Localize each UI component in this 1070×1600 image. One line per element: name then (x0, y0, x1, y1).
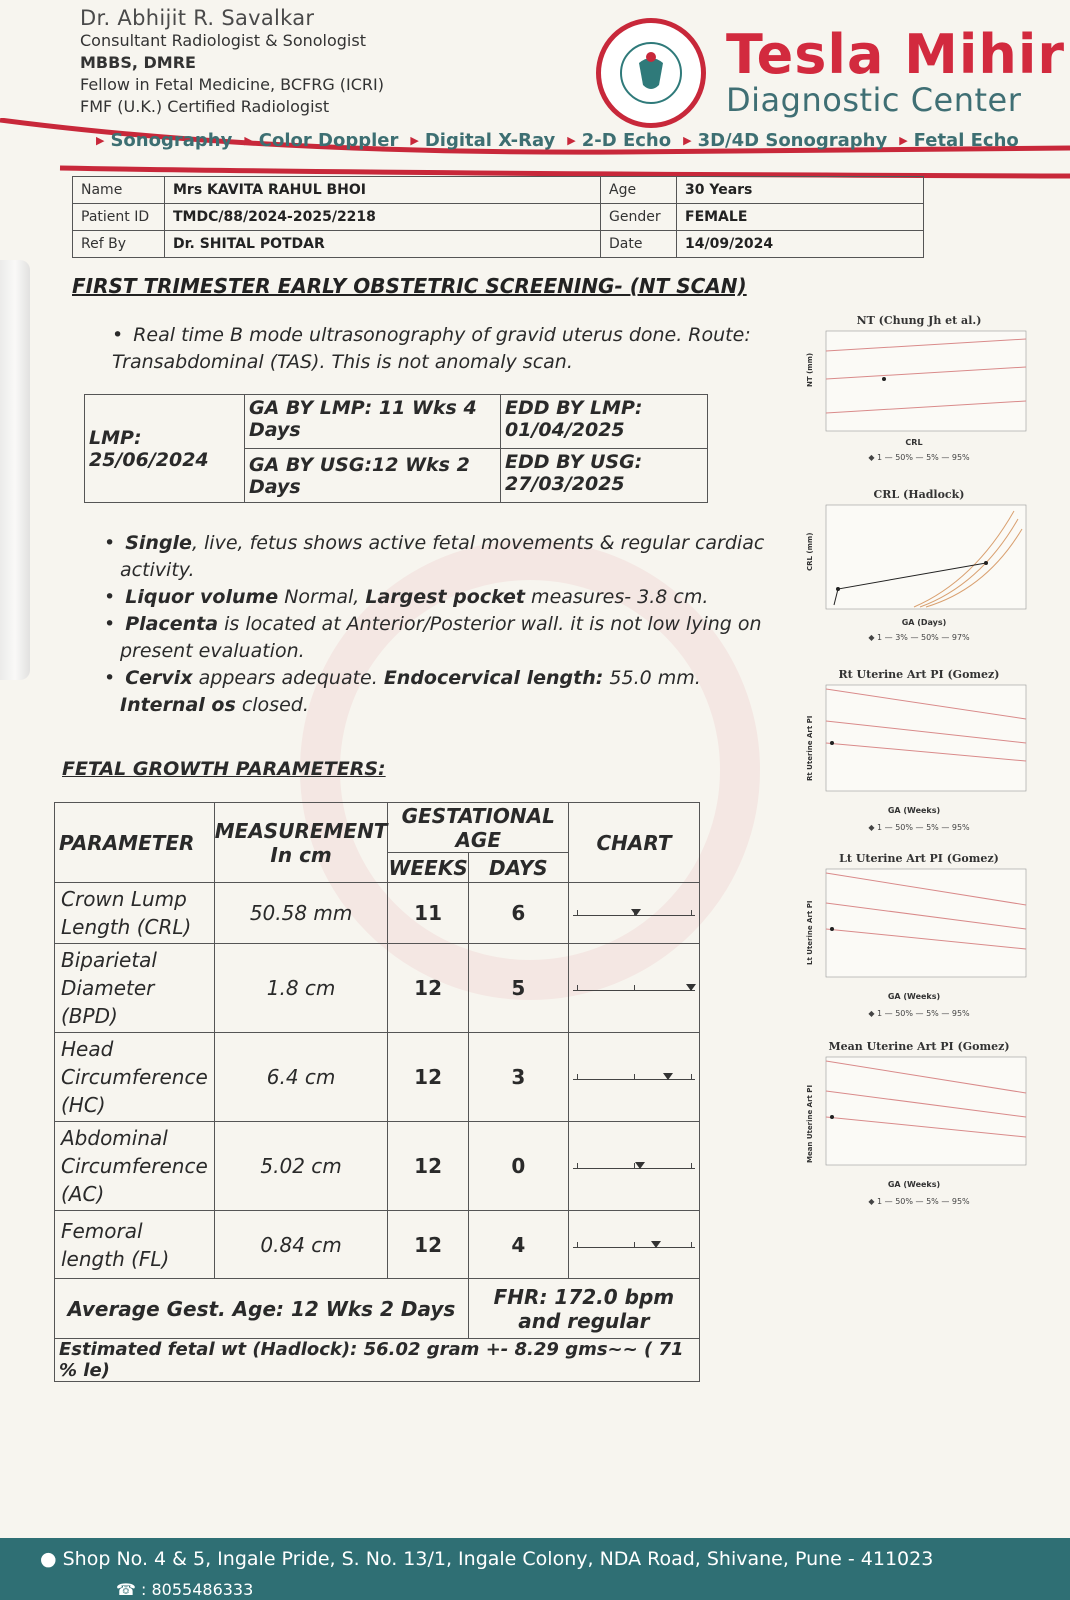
chart-title: Lt Uterine Art PI (Gomez) (839, 852, 999, 865)
param-days: 3 (468, 1033, 568, 1122)
patient-name: Mrs KAVITA RAHUL BHOI (165, 177, 601, 204)
crl-chart (804, 488, 1034, 642)
growth-section-title: FETAL GROWTH PARAMETERS: (62, 758, 386, 780)
findings-list (104, 530, 784, 719)
x-axis-label: CRL (905, 438, 923, 447)
finding-bold: Endocervical length: (383, 667, 604, 689)
growth-table (54, 802, 700, 1382)
chart-tick (577, 1242, 578, 1248)
chart-legend: ◆ 1 — 50% — 5% — 95% (868, 1197, 970, 1206)
doctor-credential: Fellow in Fetal Medicine, BCFRG (ICRI) (80, 75, 385, 94)
x-axis-label: GA (Days) (901, 618, 947, 627)
service-item: ▶ Fetal Echo (899, 130, 1019, 151)
patient-ref-by: Dr. SHITAL POTDAR (165, 231, 601, 258)
param-days: 0 (468, 1122, 568, 1211)
chart-title: NT (Chung Jh et al.) (856, 314, 982, 327)
chart-legend: ◆ 1 — 50% — 5% — 95% (868, 1009, 970, 1018)
param-weeks: 12 (388, 1122, 468, 1211)
address-text: Shop No. 4 & 5, Ingale Pride, S. No. 13/1, Ingale Colony, NDA Road, Shivane, Pune - 411023 (62, 1548, 934, 1570)
service-item: ▶ Digital X-Ray (410, 130, 555, 151)
param-chart (569, 1211, 700, 1279)
lt-uterine-chart (804, 852, 1034, 1018)
param-value: 5.02 cm (214, 1122, 388, 1211)
chart-tick (577, 1163, 578, 1169)
x-axis-label: GA (Weeks) (887, 992, 941, 1001)
col-days: DAYS (468, 853, 568, 883)
table-row (55, 944, 700, 1033)
param-days: 5 (468, 944, 568, 1033)
label-patient-id: Patient ID (73, 204, 165, 231)
finding-item (104, 665, 784, 719)
mini-chart (569, 976, 699, 1000)
mean-uterine-chart-plot (804, 1053, 1034, 1193)
y-axis-label: CRL (mm) (806, 532, 814, 571)
table-row (55, 1122, 700, 1211)
finding-item (104, 584, 784, 611)
lmp-table (84, 394, 708, 503)
finding-bold: Single (125, 532, 192, 554)
col-gestational-age: GESTATIONAL AGE (388, 803, 569, 853)
percentile-marker (686, 984, 696, 991)
percentile-marker (663, 1073, 673, 1080)
col-weeks: WEEKS (388, 853, 468, 883)
param-name: Biparietal Diameter (BPD) (55, 944, 215, 1033)
y-axis-label: Lt Uterine Art PI (806, 900, 814, 965)
param-days: 6 (468, 883, 568, 944)
label-gender: Gender (601, 204, 677, 231)
finding-text: Normal, (278, 586, 366, 608)
chart-title: Rt Uterine Art PI (Gomez) (838, 668, 1000, 681)
label-date: Date (601, 231, 677, 258)
footer-phone: ☎ : 8055486333 (116, 1580, 254, 1599)
chart-tick (577, 910, 578, 916)
patient-gender: FEMALE (677, 204, 924, 231)
mini-chart (569, 1065, 699, 1089)
services-list (96, 130, 1019, 151)
doctor-name: Dr. Abhijit R. Savalkar (80, 6, 315, 30)
label-age: Age (601, 177, 677, 204)
nt-chart (804, 314, 1034, 462)
param-chart (569, 1122, 700, 1211)
chart-legend: ◆ 1 — 50% — 5% — 95% (868, 823, 970, 832)
rt-uterine-chart (804, 668, 1034, 832)
param-value: 0.84 cm (214, 1211, 388, 1279)
param-weeks: 12 (388, 1211, 468, 1279)
chart-tick (634, 985, 635, 991)
chart-legend: ◆ 1 — 3% — 50% — 97% (868, 633, 970, 642)
param-chart (569, 883, 700, 944)
chart-title: CRL (Hadlock) (873, 488, 965, 501)
chart-tick (691, 1163, 692, 1169)
clinic-logo-seal (596, 18, 706, 128)
finding-text: 55.0 mm. (603, 667, 701, 689)
percentile-marker (631, 909, 641, 916)
finding-text: appears adequate. (192, 667, 384, 689)
param-chart (569, 944, 700, 1033)
ga-by-usg: GA BY USG:12 Wks 2 Days (245, 449, 501, 503)
mean-uterine-chart (804, 1040, 1034, 1206)
brand-subtitle: Diagnostic Center (726, 81, 1022, 119)
mini-chart (569, 1154, 699, 1178)
percentile-marker (635, 1162, 645, 1169)
param-name: Head Circumference (HC) (55, 1033, 215, 1122)
finding-text: , live, fetus shows active fetal movements & regular cardiac activity. (120, 532, 765, 581)
chart-tick (577, 1074, 578, 1080)
average-ga: Average Gest. Age: 12 Wks 2 Days (55, 1279, 469, 1339)
finding-text: is located at Anterior/Posterior wall. it is not low lying on present evaluation. (120, 613, 762, 662)
doctor-header (80, 6, 440, 118)
mini-chart (569, 1233, 699, 1257)
patient-info-table (72, 176, 924, 258)
finding-item (104, 530, 784, 584)
y-axis-label: NT (mm) (806, 352, 814, 387)
lt-uterine-chart-plot (804, 865, 1034, 1005)
param-name: Abdominal Circumference (AC) (55, 1122, 215, 1211)
finding-bold: Largest pocket (365, 586, 526, 608)
param-value: 1.8 cm (214, 944, 388, 1033)
param-weeks: 12 (388, 1033, 468, 1122)
doctor-credential: MBBS, DMRE (80, 53, 196, 72)
param-chart (569, 1033, 700, 1122)
doctor-credential: FMF (U.K.) Certified Radiologist (80, 97, 330, 116)
intro-text (112, 322, 752, 376)
service-item: ▶ 3D/4D Sonography (683, 130, 887, 151)
seal-icon (601, 23, 701, 123)
service-item: ▶ Color Doppler (244, 130, 398, 151)
report-date: 14/09/2024 (677, 231, 924, 258)
edd-by-lmp: EDD BY LMP: 01/04/2025 (501, 395, 708, 449)
finding-bold: Placenta (125, 613, 219, 635)
brand-title: Tesla Mihir (726, 23, 1066, 86)
table-row (55, 1033, 700, 1122)
crl-chart-plot (804, 501, 1034, 629)
param-weeks: 11 (388, 883, 468, 944)
x-axis-label: GA (Weeks) (887, 806, 941, 815)
chart-legend: ◆ 1 — 50% — 5% — 95% (868, 453, 970, 462)
pen-object (0, 260, 30, 680)
rt-uterine-chart-plot (804, 681, 1034, 819)
x-axis-label: GA (Weeks) (887, 1180, 941, 1189)
chart-tick (634, 1242, 635, 1248)
brand-block (726, 23, 1066, 119)
chart-tick (691, 1242, 692, 1248)
col-parameter: PARAMETER (55, 803, 215, 883)
finding-text: measures- 3.8 cm. (525, 586, 709, 608)
fhr: FHR: 172.0 bpm and regular (468, 1279, 699, 1339)
location-pin-icon: ● (40, 1548, 63, 1570)
label-name: Name (73, 177, 165, 204)
label-ref-by: Ref By (73, 231, 165, 258)
doctor-credential: Consultant Radiologist & Sonologist (80, 31, 366, 50)
chart-title: Mean Uterine Art PI (Gomez) (828, 1040, 1010, 1053)
finding-bold: Internal os (120, 694, 236, 716)
patient-id: TMDC/88/2024-2025/2218 (165, 204, 601, 231)
param-value: 6.4 cm (214, 1033, 388, 1122)
param-days: 4 (468, 1211, 568, 1279)
col-measurement: MEASUREMENT In cm (214, 803, 388, 883)
percentile-marker (651, 1241, 661, 1248)
finding-text: closed. (235, 694, 309, 716)
patient-age: 30 Years (677, 177, 924, 204)
y-axis-label: Mean Uterine Art PI (806, 1084, 814, 1163)
report-title: FIRST TRIMESTER EARLY OBSTETRIC SCREENING- (NT SCAN) (72, 274, 747, 298)
param-name: Crown Lump Length (CRL) (55, 883, 215, 944)
param-weeks: 12 (388, 944, 468, 1033)
intro-text-content: Real time B mode ultrasonography of gravid uterus done. Route: Transabdominal (TAS). This is not anomaly scan. (112, 324, 751, 373)
service-item: ▶ 2-D Echo (567, 130, 671, 151)
col-chart: CHART (569, 803, 700, 883)
edd-by-usg: EDD BY USG: 27/03/2025 (501, 449, 708, 503)
service-item: ▶ Sonography (96, 130, 232, 151)
table-row (55, 1279, 700, 1339)
table-row (55, 1339, 700, 1382)
nt-chart-plot (804, 327, 1034, 449)
chart-tick (691, 910, 692, 916)
param-name: Femoral length (FL) (55, 1211, 215, 1279)
finding-bold: Cervix (125, 667, 193, 689)
table-row (55, 1211, 700, 1279)
chart-tick (634, 1074, 635, 1080)
chart-tick (691, 1074, 692, 1080)
finding-bold: Liquor volume (125, 586, 279, 608)
param-value: 50.58 mm (214, 883, 388, 944)
finding-item (104, 611, 784, 665)
ga-by-lmp: GA BY LMP: 11 Wks 4 Days (245, 395, 501, 449)
lmp-date: LMP: 25/06/2024 (85, 395, 245, 503)
y-axis-label: Rt Uterine Art PI (806, 715, 814, 781)
table-row (55, 883, 700, 944)
mini-chart (569, 901, 699, 925)
chart-tick (577, 985, 578, 991)
estimated-fetal-weight: Estimated fetal wt (Hadlock): 56.02 gram +- 8.29 gms~~ ( 71 % le) (55, 1339, 700, 1382)
